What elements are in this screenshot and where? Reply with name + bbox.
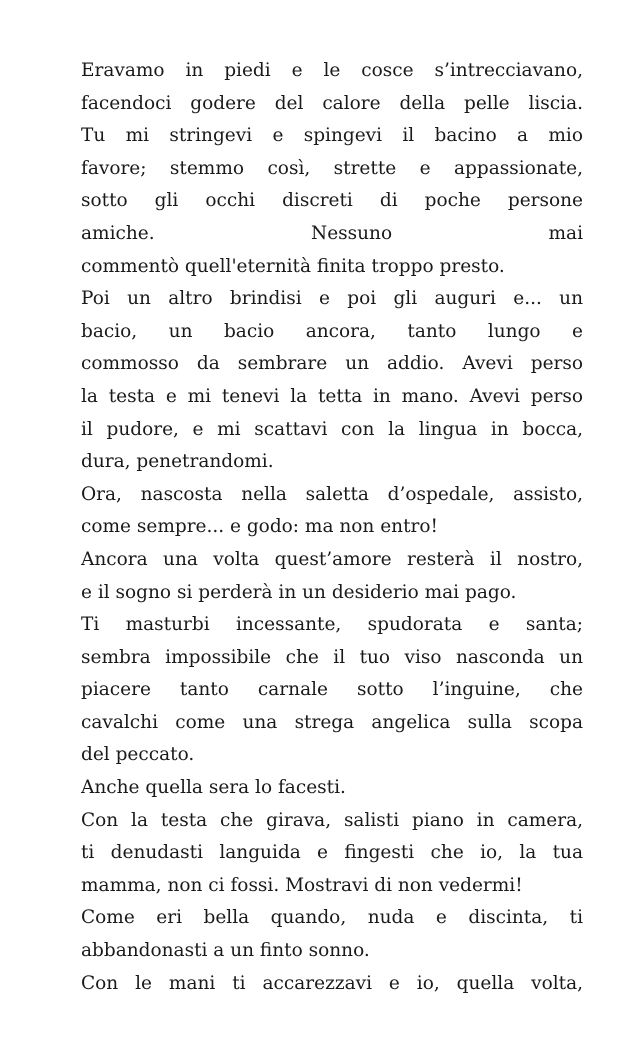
text-line: Poi un altro brindisi e poi gli auguri e... un <box>81 288 583 310</box>
text-line: Con le mani ti accarezzavi e io, quella volta, <box>81 972 583 994</box>
text-line: facendoci godere del calore della pelle liscia. <box>81 92 583 114</box>
text-line: Ti masturbi incessante, spudorata e santa; <box>81 614 583 636</box>
text-line: Eravamo in piedi e le cosce s’intrecciavano, <box>81 60 583 81</box>
text-line: sotto gli occhi discreti di poche persone <box>81 190 583 212</box>
text-line: e il sogno si perderà in un desiderio mai pago. <box>81 581 517 603</box>
text-line: Tu mi stringevi e spingevi il bacino a mio <box>81 125 583 147</box>
text-line: favore; stemmo così, strette e appassionate, <box>81 157 583 179</box>
text-line: la testa e mi tenevi la tetta in mano. Avevi perso <box>81 385 583 407</box>
text-line: dura, penetrandomi. <box>81 451 274 473</box>
text-line: abbandonasti a un finto sonno. <box>81 940 370 962</box>
body-text <box>81 55 583 1000</box>
text-line: Anche quella sera lo facesti. <box>81 777 346 799</box>
text-line: Con la testa che girava, salisti piano in camera, <box>81 809 583 831</box>
text-line: amiche. Nessuno mai <box>81 222 583 244</box>
text-line: commosso da sembrare un addio. Avevi perso <box>81 353 583 375</box>
text-line: cavalchi come una strega angelica sulla scopa <box>81 711 583 733</box>
text-line: Ancora una volta quest’amore resterà il nostro, <box>81 548 583 570</box>
text-line: bacio, un bacio ancora, tanto lungo e <box>81 320 583 342</box>
text-line: sembra impossibile che il tuo viso nasconda un <box>81 646 583 668</box>
text-line: Come eri bella quando, nuda e discinta, ti <box>81 907 583 929</box>
text-line: commentò quell'eternità finita troppo presto. <box>81 255 505 277</box>
text-line: ti denudasti languida e fingesti che io, la tua <box>81 842 583 864</box>
text-line: mamma, non ci fossi. Mostravi di non vedermi! <box>81 874 523 896</box>
text-line: il pudore, e mi scattavi con la lingua in bocca, <box>81 418 583 440</box>
text-line: piacere tanto carnale sotto l’inguine, che <box>81 679 583 701</box>
text-line: come sempre... e godo: ma non entro! <box>81 516 438 538</box>
text-line: Ora, nascosta nella saletta d’ospedale, assisto, <box>81 483 583 505</box>
text-line: del peccato. <box>81 744 195 766</box>
